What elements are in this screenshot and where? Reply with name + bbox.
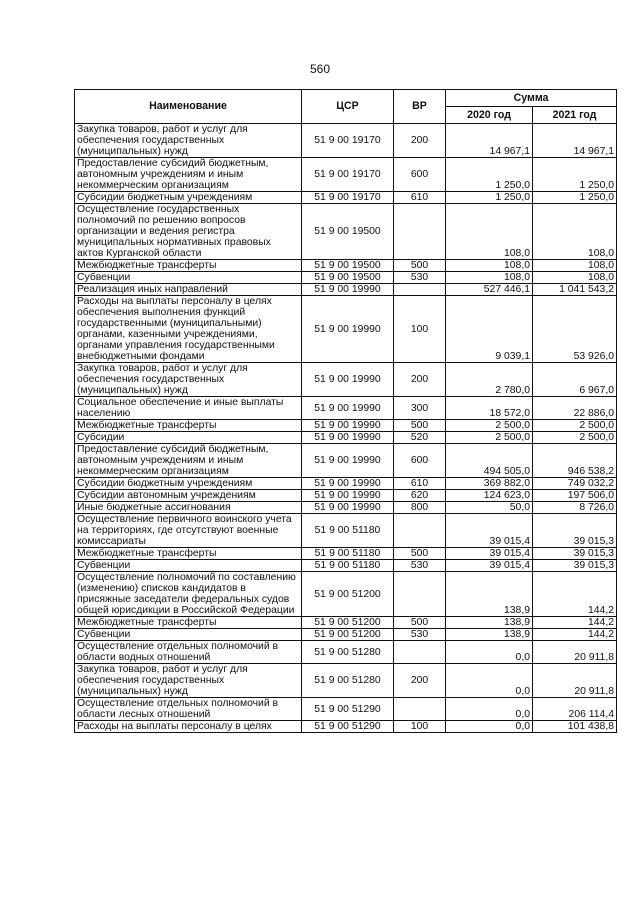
row-sum-2020-cell: 124 623,0 [446, 490, 533, 502]
row-name-cell: Осуществление полномочий по составлению (изменению) списков кандидатов в присяжные заседатели федеральных судов общей юрисдикции в Российской Федерации [75, 572, 302, 617]
row-vr-cell: 520 [394, 432, 446, 444]
row-sum-2020-cell: 108,0 [446, 204, 533, 260]
row-vr-cell: 200 [394, 664, 446, 698]
row-sum-2021-cell: 14 967,1 [533, 124, 617, 158]
table-row [75, 363, 617, 397]
row-name-cell: Субсидии [75, 432, 302, 444]
table-row [75, 296, 617, 363]
row-vr-cell: 610 [394, 192, 446, 204]
row-sum-2021-cell: 144,2 [533, 617, 617, 629]
table-row [75, 548, 617, 560]
row-vr-cell: 530 [394, 629, 446, 641]
row-vr-cell: 530 [394, 272, 446, 284]
row-name-cell: Субсидии автономным учреждениям [75, 490, 302, 502]
row-name-cell: Расходы на выплаты персоналу в целях обеспечения выполнения функций государственными (муниципальными) органами, казенными учреждениями, органами управления государственными внебюджетными фондами [75, 296, 302, 363]
row-csr-cell: 51 9 00 19990 [302, 397, 394, 420]
row-vr-cell: 100 [394, 296, 446, 363]
row-vr-cell [394, 284, 446, 296]
row-sum-2020-cell: 138,9 [446, 629, 533, 641]
row-sum-2021-cell: 20 911,8 [533, 664, 617, 698]
row-csr-cell: 51 9 00 19990 [302, 284, 394, 296]
row-sum-2020-cell: 108,0 [446, 260, 533, 272]
row-name-cell: Осуществление отдельных полномочий в области водных отношений [75, 641, 302, 664]
row-sum-2021-cell: 108,0 [533, 204, 617, 260]
row-vr-cell: 600 [394, 158, 446, 192]
row-sum-2021-cell: 1 250,0 [533, 158, 617, 192]
row-sum-2020-cell: 2 500,0 [446, 432, 533, 444]
row-sum-2021-cell: 946 538,2 [533, 444, 617, 478]
row-name-cell: Осуществление государственных полномочий по решению вопросов организации и ведения регистра муниципальных нормативных правовых актов Курганской области [75, 204, 302, 260]
row-vr-cell: 500 [394, 548, 446, 560]
row-sum-2021-cell: 8 726,0 [533, 502, 617, 514]
row-name-cell: Закупка товаров, работ и услуг для обеспечения государственных (муниципальных) нужд [75, 124, 302, 158]
row-vr-cell: 500 [394, 420, 446, 432]
row-vr-cell [394, 572, 446, 617]
table-row [75, 444, 617, 478]
row-csr-cell: 51 9 00 19990 [302, 502, 394, 514]
row-sum-2021-cell: 39 015,3 [533, 548, 617, 560]
row-name-cell: Иные бюджетные ассигнования [75, 502, 302, 514]
row-sum-2021-cell: 144,2 [533, 572, 617, 617]
row-vr-cell [394, 698, 446, 721]
row-name-cell: Субвенции [75, 272, 302, 284]
row-sum-2021-cell: 108,0 [533, 272, 617, 284]
row-sum-2021-cell: 108,0 [533, 260, 617, 272]
row-csr-cell: 51 9 00 51180 [302, 514, 394, 548]
row-vr-cell: 200 [394, 363, 446, 397]
row-vr-cell: 100 [394, 721, 446, 733]
row-vr-cell: 500 [394, 617, 446, 629]
row-name-cell: Закупка товаров, работ и услуг для обеспечения государственных (муниципальных) нужд [75, 363, 302, 397]
row-vr-cell: 500 [394, 260, 446, 272]
table-row [75, 698, 617, 721]
row-sum-2021-cell: 144,2 [533, 629, 617, 641]
header-year-2021: 2021 год [533, 107, 617, 124]
row-csr-cell: 51 9 00 19990 [302, 296, 394, 363]
row-csr-cell: 51 9 00 19990 [302, 478, 394, 490]
row-sum-2021-cell: 749 032,2 [533, 478, 617, 490]
row-vr-cell [394, 641, 446, 664]
row-name-cell: Расходы на выплаты персоналу в целях [75, 721, 302, 733]
row-sum-2021-cell: 22 886,0 [533, 397, 617, 420]
table-row [75, 432, 617, 444]
row-sum-2020-cell: 14 967,1 [446, 124, 533, 158]
row-sum-2020-cell: 494 505,0 [446, 444, 533, 478]
row-sum-2021-cell: 20 911,8 [533, 641, 617, 664]
row-sum-2020-cell: 39 015,4 [446, 560, 533, 572]
row-csr-cell: 51 9 00 51200 [302, 629, 394, 641]
row-sum-2020-cell: 9 039,1 [446, 296, 533, 363]
row-name-cell: Субсидии бюджетным учреждениям [75, 478, 302, 490]
header-sum: Сумма [446, 90, 617, 107]
row-vr-cell [394, 204, 446, 260]
row-name-cell: Осуществление отдельных полномочий в области лесных отношений [75, 698, 302, 721]
row-sum-2020-cell: 2 780,0 [446, 363, 533, 397]
row-name-cell: Субвенции [75, 629, 302, 641]
row-csr-cell: 51 9 00 19990 [302, 490, 394, 502]
row-name-cell: Социальное обеспечение и иные выплаты населению [75, 397, 302, 420]
row-sum-2021-cell: 1 250,0 [533, 192, 617, 204]
header-vr: ВР [394, 90, 446, 124]
row-vr-cell: 620 [394, 490, 446, 502]
row-csr-cell: 51 9 00 51290 [302, 698, 394, 721]
row-sum-2020-cell: 1 250,0 [446, 192, 533, 204]
table-row [75, 641, 617, 664]
row-sum-2021-cell: 39 015,3 [533, 560, 617, 572]
table-row [75, 397, 617, 420]
row-csr-cell: 51 9 00 51180 [302, 548, 394, 560]
row-name-cell: Закупка товаров, работ и услуг для обеспечения государственных (муниципальных) нужд [75, 664, 302, 698]
row-sum-2020-cell: 138,9 [446, 617, 533, 629]
row-vr-cell [394, 514, 446, 548]
row-name-cell: Реализация иных направлений [75, 284, 302, 296]
table-row [75, 478, 617, 490]
row-name-cell: Межбюджетные трансферты [75, 260, 302, 272]
table-row [75, 721, 617, 733]
row-sum-2021-cell: 39 015,3 [533, 514, 617, 548]
header-name: Наименование [75, 90, 302, 124]
row-csr-cell: 51 9 00 19170 [302, 192, 394, 204]
table-row [75, 260, 617, 272]
table-body [75, 124, 617, 733]
row-sum-2020-cell: 527 446,1 [446, 284, 533, 296]
table-row [75, 158, 617, 192]
table-row [75, 490, 617, 502]
row-csr-cell: 51 9 00 19990 [302, 363, 394, 397]
row-vr-cell: 600 [394, 444, 446, 478]
table-row [75, 284, 617, 296]
row-sum-2020-cell: 0,0 [446, 698, 533, 721]
table-row [75, 204, 617, 260]
row-sum-2020-cell: 18 572,0 [446, 397, 533, 420]
table-row [75, 272, 617, 284]
row-vr-cell: 610 [394, 478, 446, 490]
table-row [75, 572, 617, 617]
row-sum-2020-cell: 2 500,0 [446, 420, 533, 432]
header-csr: ЦСР [302, 90, 394, 124]
row-vr-cell: 300 [394, 397, 446, 420]
row-sum-2021-cell: 2 500,0 [533, 432, 617, 444]
row-name-cell: Субвенции [75, 560, 302, 572]
table-row [75, 560, 617, 572]
row-name-cell: Межбюджетные трансферты [75, 420, 302, 432]
row-csr-cell: 51 9 00 19500 [302, 204, 394, 260]
row-csr-cell: 51 9 00 51200 [302, 572, 394, 617]
row-sum-2021-cell: 6 967,0 [533, 363, 617, 397]
row-csr-cell: 51 9 00 19500 [302, 272, 394, 284]
row-sum-2020-cell: 0,0 [446, 641, 533, 664]
row-csr-cell: 51 9 00 51290 [302, 721, 394, 733]
table-row [75, 629, 617, 641]
row-sum-2020-cell: 50,0 [446, 502, 533, 514]
row-csr-cell: 51 9 00 51180 [302, 560, 394, 572]
row-vr-cell: 800 [394, 502, 446, 514]
table-header [75, 90, 617, 124]
row-sum-2020-cell: 108,0 [446, 272, 533, 284]
row-vr-cell: 200 [394, 124, 446, 158]
row-csr-cell: 51 9 00 51200 [302, 617, 394, 629]
row-sum-2020-cell: 0,0 [446, 721, 533, 733]
row-csr-cell: 51 9 00 19500 [302, 260, 394, 272]
row-name-cell: Межбюджетные трансферты [75, 548, 302, 560]
table-row [75, 502, 617, 514]
page-number: 560 [309, 62, 331, 76]
row-sum-2021-cell: 53 926,0 [533, 296, 617, 363]
row-csr-cell: 51 9 00 19990 [302, 420, 394, 432]
row-vr-cell: 530 [394, 560, 446, 572]
row-name-cell: Предоставление субсидий бюджетным, автономным учреждениям и иным некоммерческим организациям [75, 158, 302, 192]
row-sum-2020-cell: 138,9 [446, 572, 533, 617]
row-name-cell: Межбюджетные трансферты [75, 617, 302, 629]
table-row [75, 420, 617, 432]
row-csr-cell: 51 9 00 51280 [302, 641, 394, 664]
row-sum-2021-cell: 2 500,0 [533, 420, 617, 432]
row-name-cell: Предоставление субсидий бюджетным, автономным учреждениям и иным некоммерческим организациям [75, 444, 302, 478]
row-sum-2021-cell: 206 114,4 [533, 698, 617, 721]
row-csr-cell: 51 9 00 51280 [302, 664, 394, 698]
budget-table [74, 89, 617, 733]
table-row [75, 192, 617, 204]
row-sum-2021-cell: 1 041 543,2 [533, 284, 617, 296]
row-csr-cell: 51 9 00 19990 [302, 432, 394, 444]
row-name-cell: Осуществление первичного воинского учета на территориях, где отсутствуют военные комиссариаты [75, 514, 302, 548]
row-csr-cell: 51 9 00 19170 [302, 158, 394, 192]
row-sum-2021-cell: 101 438,8 [533, 721, 617, 733]
row-csr-cell: 51 9 00 19170 [302, 124, 394, 158]
row-name-cell: Субсидии бюджетным учреждениям [75, 192, 302, 204]
table-row [75, 664, 617, 698]
row-sum-2020-cell: 369 882,0 [446, 478, 533, 490]
row-csr-cell: 51 9 00 19990 [302, 444, 394, 478]
row-sum-2021-cell: 197 506,0 [533, 490, 617, 502]
row-sum-2020-cell: 39 015,4 [446, 548, 533, 560]
row-sum-2020-cell: 0,0 [446, 664, 533, 698]
table-row [75, 124, 617, 158]
row-sum-2020-cell: 1 250,0 [446, 158, 533, 192]
header-year-2020: 2020 год [446, 107, 533, 124]
row-sum-2020-cell: 39 015,4 [446, 514, 533, 548]
table-row [75, 617, 617, 629]
table-row [75, 514, 617, 548]
